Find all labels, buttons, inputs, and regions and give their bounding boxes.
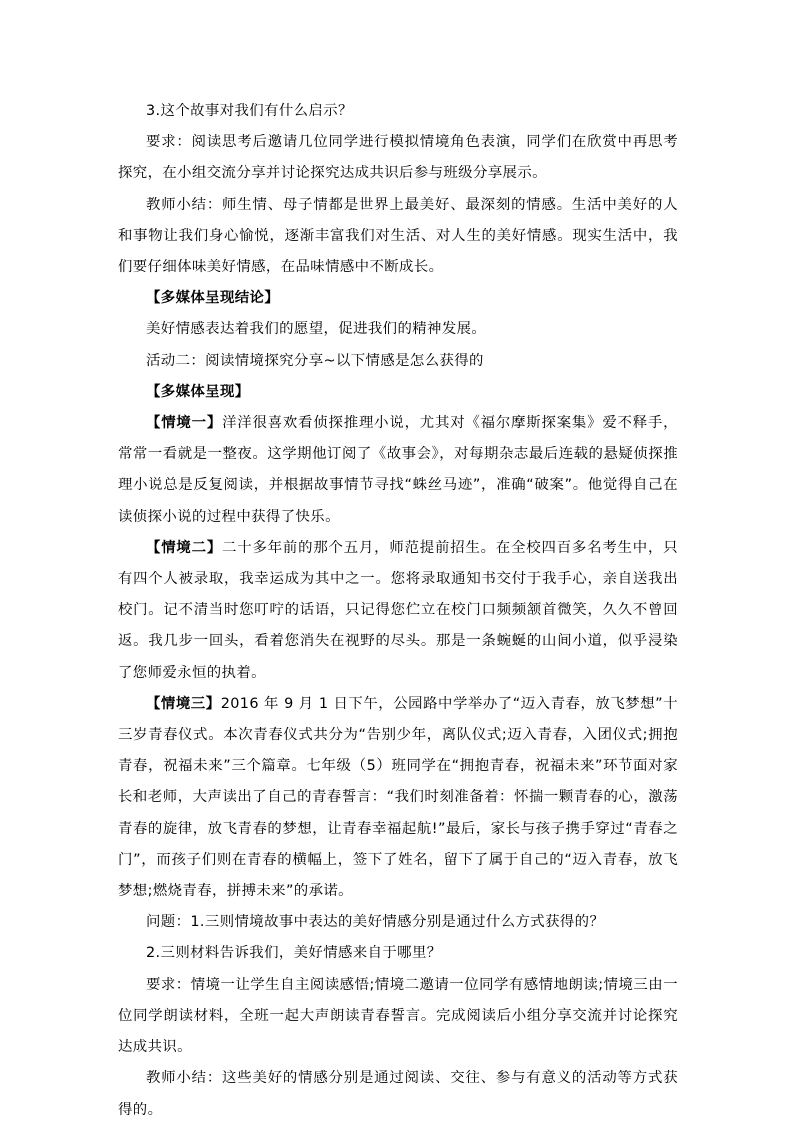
activity-two-heading: 活动二：阅读情境探究分享~以下情感是怎么获得的	[146, 352, 484, 369]
scenario-two-label: 【情境二】	[146, 539, 223, 556]
question-paragraph-1: 问题：1.三则情境故事中表达的美好情感分别是通过什么方式获得的？	[146, 914, 605, 931]
question-3: 3.这个故事对我们有什么启示？	[146, 103, 353, 119]
requirement-paragraph-2: 要求：情境一让学生自主阅读感悟;情境二邀请一位同学有感情地朗读;情境三由一位同学朗读材料，全班一起大声朗读青春誓言。完成阅读后小组分享交流并讨论探究达成共识。	[118, 976, 678, 1056]
conclusion-text: 美好情感表达着我们的愿望，促进我们的精神发展。	[146, 321, 487, 338]
requirement-paragraph: 要求：阅读思考后邀请几位同学进行模拟情境角色表演，同学们在欣赏中再思考探究，在小组交流分享并讨论探究达成共识后参与班级分享展示。	[118, 134, 678, 182]
scenario-one-text: 洋洋很喜欢看侦探推理小说，尤其对《福尔摩斯探案集》爱不释手，常常一看就是一整夜。这学期他订阅了《故事会》，对每期杂志最后连载的悬疑侦探推理小说总是反复阅读，并根据故事情节寻找“蛛丝马迹”，准确“破案”。他觉得自己在读侦探小说的过程中获得了快乐。	[118, 415, 678, 525]
document-body	[118, 96, 678, 1126]
question-paragraph-2: 2.三则材料告诉我们，美好情感来自于哪里？	[146, 945, 442, 962]
teacher-summary-2: 教师小结：这些美好的情感分别是通过阅读、交往、参与有意义的活动等方式获得的。	[118, 1070, 678, 1118]
multimedia-heading: 【多媒体呈现】	[146, 383, 250, 400]
teacher-summary-1: 教师小结：师生情、母子情都是世界上最美好、最深刻的情感。生活中美好的人和事物让我们身心愉悦，逐渐丰富我们对生活、对人生的美好情感。现实生活中，我们要仔细体味美好情感，在品味情感中不断成长。	[118, 196, 678, 276]
scenario-three-text: 2016 年 9 月 1 日下午，公园路中学举办了“迈入青春，放飞梦想”十三岁青春仪式。本次青春仪式共分为“告别少年，离队仪式;迈入青春，入团仪式;拥抱青春，祝福未来”三个篇章。七年级（5）班同学在“拥抱青春，祝福未来”环节面对家长和老师，大声读出了自己的青春誓言：“我们时刻准备着：怀揣一颗青春的心，激荡青春的旋律，放飞青春的梦想，让青春幸福起航!”最后，家长与孩子携手穿过“青春之门”，而孩子们则在青春的横幅上，签下了姓名，留下了属于自己的“迈入青春，放飞梦想;燃烧青春，拼搏未来”的承诺。	[118, 695, 678, 900]
multimedia-conclusion-heading: 【多媒体呈现结论】	[146, 290, 280, 307]
scenario-three-label: 【情境三】	[146, 695, 221, 712]
scenario-three	[118, 689, 678, 907]
scenario-one	[118, 408, 678, 533]
scenario-two-text: 二十多年前的那个五月，师范提前招生。在全校四百多名考生中，只有四个人被录取，我幸运成为其中之一。您将录取通知书交付于我手心，亲自送我出校门。记不清当时您叮咛的话语，只记得您伫立在校门口频频颔首微笑，久久不曾回返。我几步一回头，看着您消失在视野的尽头。那是一条蜿蜒的山间小道，似乎浸染了您师爱永恒的执着。	[118, 539, 678, 681]
scenario-two	[118, 533, 678, 689]
scenario-one-label: 【情境一】	[146, 415, 223, 432]
